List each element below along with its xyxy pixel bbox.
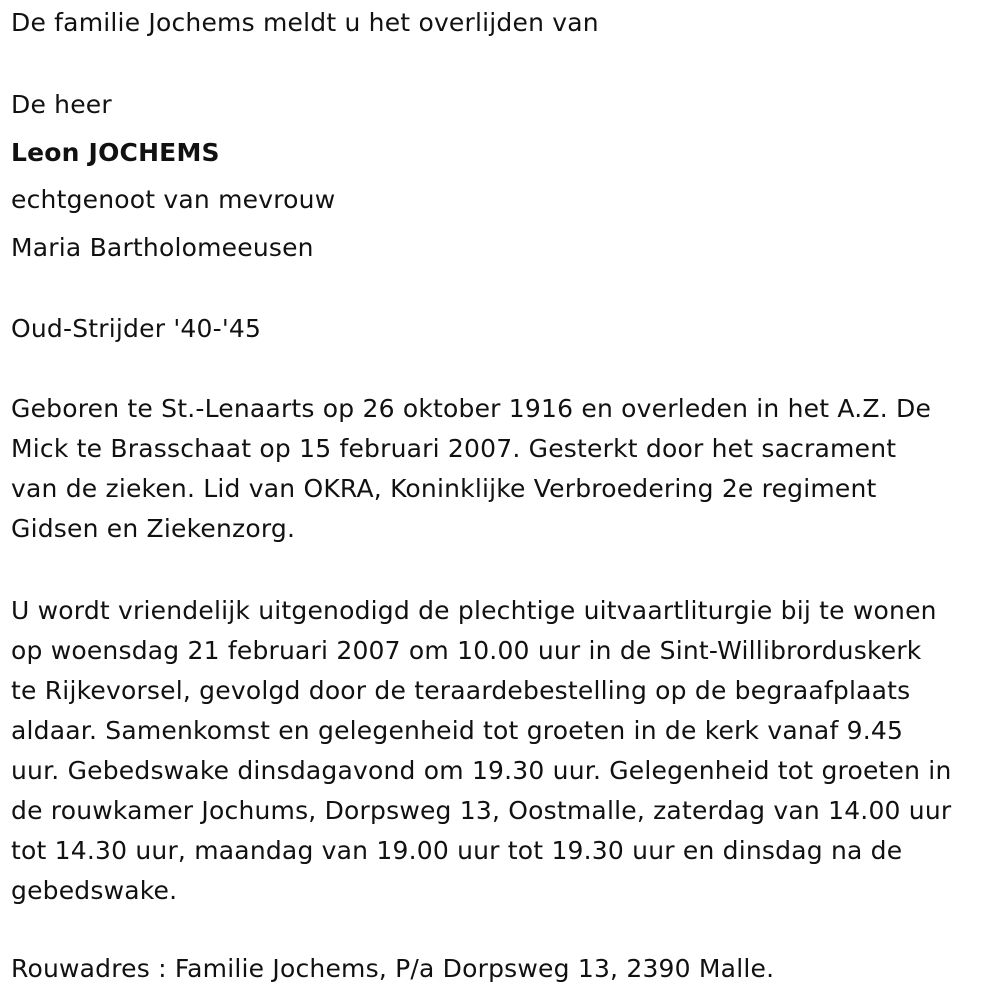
funeral-line: op woensdag 21 februari 2007 om 10.00 uur in de Sint-Willibrorduskerk xyxy=(11,636,922,665)
funeral-line: de rouwkamer Jochums, Dorpsweg 13, Oostmalle, zaterdag van 14.00 uur xyxy=(11,796,952,825)
biography-line: Geboren te St.-Lenaarts op 26 oktober 1916 en overleden in het A.Z. De xyxy=(11,394,932,423)
funeral-line: gebedswake. xyxy=(11,876,178,905)
mourning-address: Rouwadres : Familie Jochems, P/a Dorpsweg 13, 2390 Malle. xyxy=(11,954,775,983)
funeral-paragraph xyxy=(11,591,995,911)
biography-line: Mick te Brasschaat op 15 februari 2007. Gesterkt door het sacrament xyxy=(11,434,897,463)
honorific: De heer xyxy=(11,90,112,119)
funeral-line: tot 14.30 uur, maandag van 19.00 uur tot 19.30 uur en dinsdag na de xyxy=(11,836,903,865)
funeral-line: U wordt vriendelijk uitgenodigd de plechtige uitvaartliturgie bij te wonen xyxy=(11,596,937,625)
spouse-label: echtgenoot van mevrouw xyxy=(11,185,336,214)
veteran-status: Oud-Strijder '40-'45 xyxy=(11,314,262,343)
biography-line: Gidsen en Ziekenzorg. xyxy=(11,514,296,543)
biography-paragraph xyxy=(11,389,995,549)
funeral-line: te Rijkevorsel, gevolgd door de teraardebestelling op de begraafplaats xyxy=(11,676,911,705)
biography-line: van de zieken. Lid van OKRA, Koninklijke Verbroedering 2e regiment xyxy=(11,474,877,503)
funeral-line: uur. Gebedswake dinsdagavond om 19.30 uur. Gelegenheid tot groeten in xyxy=(11,756,952,785)
deceased-name: Leon JOCHEMS xyxy=(11,138,220,167)
spouse-name: Maria Bartholomeeusen xyxy=(11,233,314,262)
funeral-line: aldaar. Samenkomst en gelegenheid tot groeten in de kerk vanaf 9.45 xyxy=(11,716,904,745)
intro-text: De familie Jochems meldt u het overlijden van xyxy=(11,8,599,37)
